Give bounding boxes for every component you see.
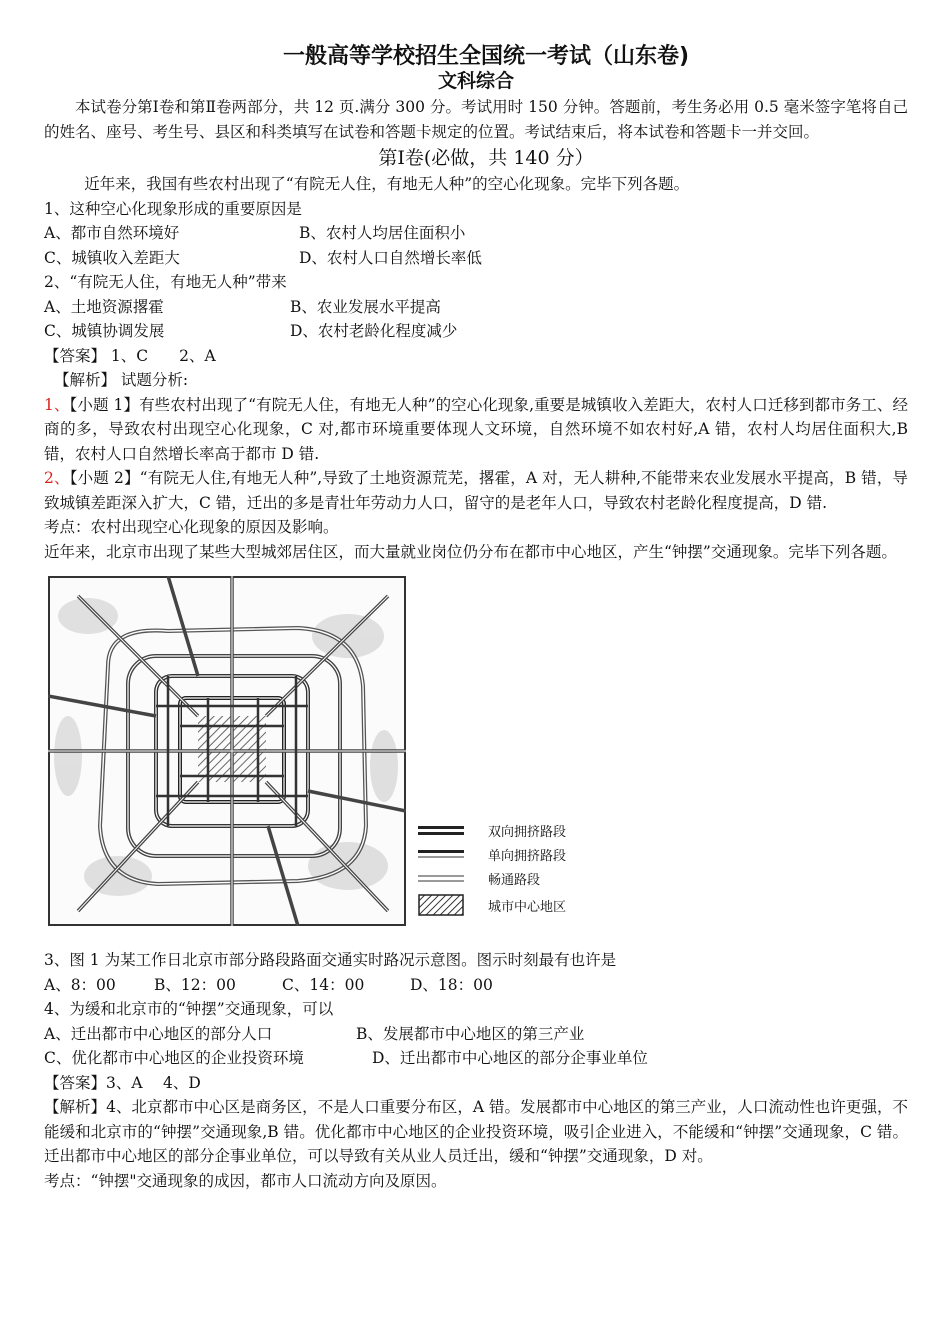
legend-one-way-label: 单向拥挤路段 xyxy=(488,848,567,864)
intro-paragraph: 本试卷分第Ⅰ卷和第Ⅱ卷两部分，共 12 页.满分 300 分。考试用时 150 分钟。答题前，考生务必用 0.5 毫米签字笔将自己的姓名、座号、考生号、县区和科类填写在试卷和答题卡规定的位置。考试结束后，将本试卷和答题卡一并交回。 xyxy=(44,98,908,141)
option-3c: C、14：00 xyxy=(282,975,365,994)
city-center-symbol xyxy=(418,894,464,916)
option-2b: B、农业发展水平提高 xyxy=(290,297,441,316)
question-3: 3、图 1 为某工作日北京市部分路段路面交通实时路况示意图。图示时刻最有也许是 xyxy=(44,951,617,969)
one-way-congested-symbol xyxy=(418,847,464,861)
question-2-options-row1 xyxy=(44,295,908,320)
answer-3-4: 【答案】3、A 4、D xyxy=(44,1073,201,1092)
smooth-road-symbol xyxy=(418,871,464,885)
option-4b: B、发展都市中心地区的第三产业 xyxy=(356,1024,585,1043)
traffic-map-figure xyxy=(44,570,908,942)
question-1-options-row2 xyxy=(44,246,908,271)
legend-center xyxy=(418,890,618,920)
explanation-2-number: 2、 xyxy=(44,469,70,487)
question-2-options-row2 xyxy=(44,319,908,344)
option-4c: C、优化都市中心地区的企业投资环境 xyxy=(44,1049,304,1067)
legend-two-way-label: 双向拥挤路段 xyxy=(488,824,567,840)
explanation-2-text: 【小题 2】“有院无人住,有地无人种”,导致了土地资源荒芜，撂霍，A 对，无人耕种,不能带来农业发展水平提高，B 错，导致城镇差距深入扩大，C 错，迁出的多是青壮年劳动力人口，留守的是老年人口，导致农村老龄化程度提高，D 错. xyxy=(44,469,908,512)
explanation-1-text: 【小题 1】有些农村出现了“有院无人住，有地无人种”的空心化现象,重要是城镇收入差距大，农村人口迁移到都市务工、经商的多，导致农村出现空心化现象，C 对,都市环境重要体现人文环境，自然环境不如农村好,A 错，农村人均居住面积大,B 错，农村人口自然增长率高于都市 D 错. xyxy=(44,395,908,463)
question-4: 4、为缓和北京市的“钟摆”交通现象，可以 xyxy=(44,1000,334,1018)
key-point-1: 考点：农村出现空心化现象的原因及影响。 xyxy=(44,518,339,536)
option-2a: A、土地资源撂霍 xyxy=(44,297,164,316)
analysis-4: 【解析】4、北京都市中心区是商务区，不是人口重要分布区，A 错。发展都市中心地区的第三产业，人口流动性也许更强，不能缓和北京市的“钟摆”交通现象,B 错。优化都市中心地区的企业投资环境，吸引企业进入，不能缓和“钟摆”交通现象，C 错。迁出都市中心地区的部分企事业单位，可以导致有关从业人员迁出，缓和“钟摆”交通现象，D 对。 xyxy=(44,1098,908,1165)
exam-page xyxy=(44,44,908,1193)
option-3d: D、18：00 xyxy=(410,975,493,994)
question-3-options xyxy=(44,973,908,998)
option-3b: B、12：00 xyxy=(154,975,236,994)
key-point-2: 考点：“钟摆"交通现象的成因，都市人口流动方向及原因。 xyxy=(44,1171,447,1190)
explanation-2 xyxy=(44,466,908,515)
group1-stem: 近年来，我国有些农村出现了“有院无人住，有地无人种”的空心化现象。完毕下列各题。 xyxy=(84,175,690,193)
section-heading: 第Ⅰ卷(必做，共 140 分） xyxy=(378,147,594,169)
legend-two-way xyxy=(418,818,618,842)
option-2c: C、城镇协调发展 xyxy=(44,322,165,340)
option-2d: D、农村老龄化程度减少 xyxy=(290,322,458,340)
option-4d: D、迁出都市中心地区的部分企事业单位 xyxy=(372,1049,648,1067)
exam-subtitle: 文科综合 xyxy=(437,70,514,92)
analysis-label: 【解析】 试题分析: xyxy=(54,371,189,389)
option-1c: C、城镇收入差距大 xyxy=(44,248,180,267)
option-4a: A、迁出都市中心地区的部分人口 xyxy=(44,1024,273,1043)
question-2: 2、“有院无人住，有地无人种”带来 xyxy=(44,273,287,291)
question-1: 1、这种空心化现象形成的重要原因是 xyxy=(44,199,302,218)
question-4-options-row2 xyxy=(44,1046,908,1071)
exam-title: 一般高等学校招生全国统一考试（山东卷) xyxy=(282,44,690,69)
legend-one-way xyxy=(418,842,618,866)
option-1b: B、农村人均居住面积小 xyxy=(299,224,466,242)
map-legend xyxy=(418,818,618,920)
option-1d: D、农村人口自然增长率低 xyxy=(299,248,482,267)
legend-smooth-label: 畅通路段 xyxy=(488,872,541,888)
answer-1-2: 【答案】 1、C 2、A xyxy=(44,346,216,365)
question-1-options-row1 xyxy=(44,221,908,246)
two-way-congested-symbol xyxy=(418,823,464,837)
option-3a: A、8：00 xyxy=(44,975,116,994)
legend-smooth xyxy=(418,866,618,890)
option-1a: A、都市自然环境好 xyxy=(44,224,180,242)
group2-stem: 近年来，北京市出现了某些大型城郊居住区，而大量就业岗位仍分布在都市中心地区，产生“钟摆”交通现象。完毕下列各题。 xyxy=(44,542,897,561)
legend-center-label: 城市中心地区 xyxy=(488,899,567,915)
explanation-1 xyxy=(44,393,908,467)
question-4-options-row1 xyxy=(44,1022,908,1047)
beijing-traffic-map xyxy=(48,576,406,926)
explanation-1-number: 1、 xyxy=(44,395,70,414)
